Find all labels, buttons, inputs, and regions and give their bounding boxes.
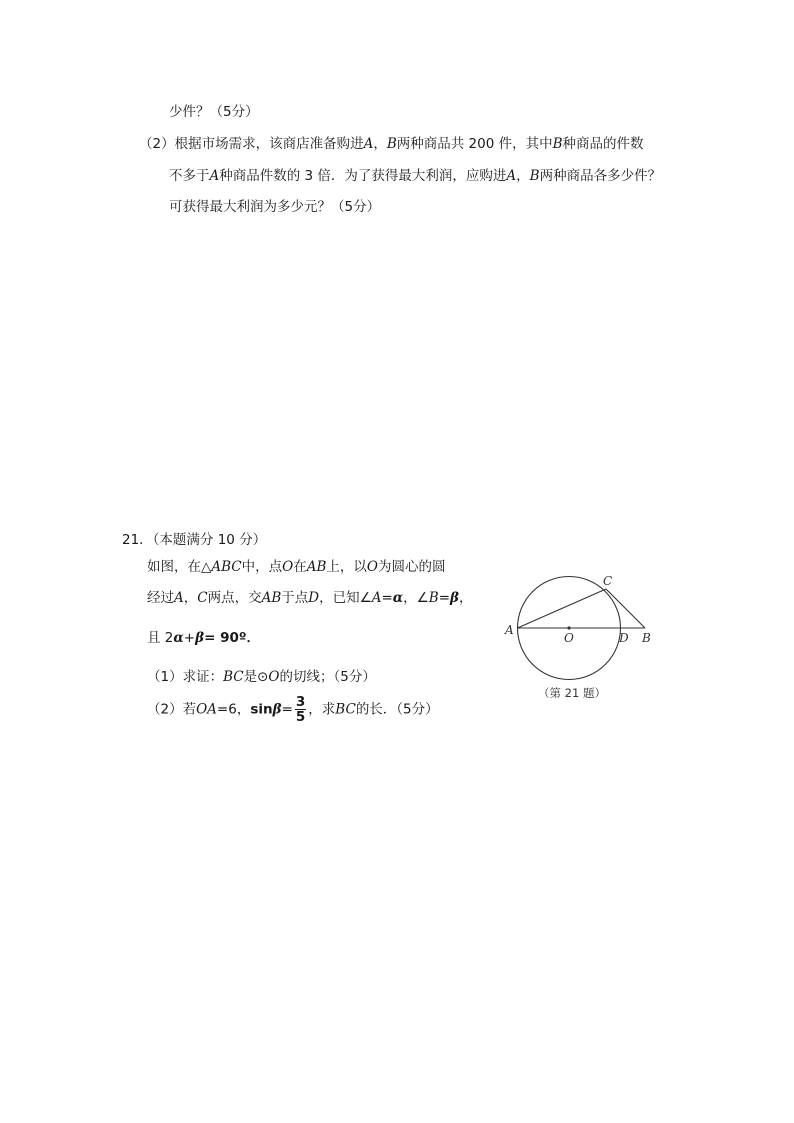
center-point — [567, 626, 570, 629]
q21-header: 21．（本题满分 10 分） — [122, 532, 267, 548]
label-b: B — [642, 631, 651, 645]
q21-part-2: （2）若OA=6，sinβ= $\frac{3}{5}$ ，求BC的长．（5分） — [147, 694, 439, 725]
segment-bc — [606, 589, 645, 628]
q21-part-1: （1）求证：BC是⊙O的切线；（5分） — [147, 669, 376, 685]
q20-part-2-line-1: （2）根据市场需求，该商店准备购进A，B两种商品共 200 件，其中B种商品的件数 — [139, 136, 644, 152]
fraction-3-5: $\frac{3}{5}$ — [295, 694, 306, 725]
q21-line-1: 如图，在△ABC中，点O在AB上，以O为圆心的圆 — [147, 559, 446, 575]
segment-ac — [518, 589, 607, 628]
label-a: A — [505, 623, 514, 637]
q20-part-2-line-2: 不多于A种商品件数的 3 倍．为了获得最大利润，应购进A，B两种商品各多少件？ — [169, 168, 662, 184]
q21-line-3: 且 2α+β= 90º． — [147, 630, 260, 646]
q20-part-2-line-3: 可获得最大利润为多少元？（5分） — [169, 199, 381, 215]
q21-line-2: 经过A，C两点，交AB于点D，已知∠A=α，∠B=β， — [147, 590, 473, 606]
geometry-figure — [500, 568, 670, 708]
q20-line-1: 少件？（5分） — [169, 104, 259, 120]
label-d: D — [619, 631, 629, 645]
figure-caption: （第 21 题） — [538, 686, 606, 700]
label-c: C — [603, 574, 613, 588]
label-o: O — [564, 631, 574, 645]
